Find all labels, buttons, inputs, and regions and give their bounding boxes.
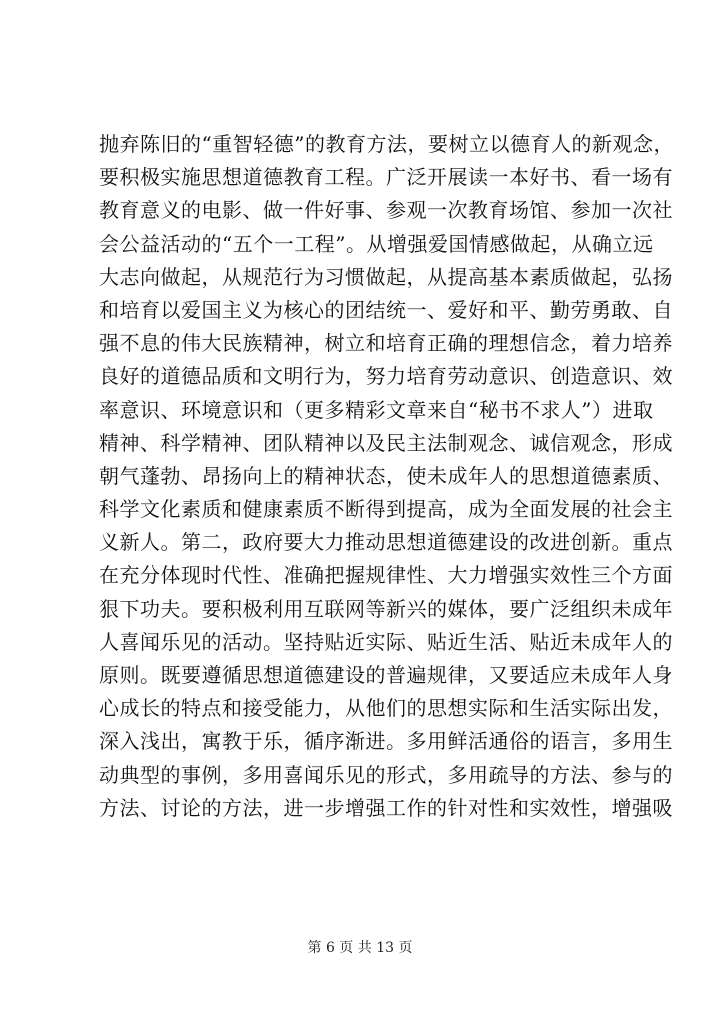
text-line: 抛弃陈旧的“重智轻德”的教育方法，要树立以德育人的新观念， [99,132,674,156]
text-line: 教育意义的电影、做一件好事、参观一次教育场馆、参加一次社 [99,198,673,223]
text-line: 要积极实施思想道德教育工程。广泛开展读一本好书、看一场有 [99,165,673,190]
text-line: 在充分体现时代性、准确把握规律性、大力增强实效性三个方面 [99,563,673,588]
page-number-footer: 第 6 页 共 13 页 [307,940,413,956]
text-line: 精神、科学精神、团队精神以及民主法制观念、诚信观念，形成 [99,430,673,455]
text-line: 人喜闻乐见的活动。坚持贴近实际、贴近生活、贴近未成年人的 [99,629,673,654]
text-line: 狠下功夫。要积极利用互联网等新兴的媒体，要广泛组织未成年 [99,596,673,621]
text-line: 率意识、环境意识和（更多精彩文章来自“秘书不求人”）进取 [99,397,654,422]
text-line: 会公益活动的“五个一工程”。从增强爱国情感做起，从确立远 [99,231,654,256]
body-paragraph [99,128,674,825]
text-line: 科学文化素质和健康素质不断得到提高，成为全面发展的社会主 [99,497,673,522]
text-line: 动典型的事例，多用喜闻乐见的形式，多用疏导的方法、参与的 [99,762,673,787]
text-line: 和培育以爱国主义为核心的团结统一、爱好和平、勤劳勇敢、自 [99,297,673,322]
text-line: 方法、讨论的方法，进一步增强工作的针对性和实效性，增强吸 [99,795,673,820]
text-line: 心成长的特点和接受能力，从他们的思想实际和生活实际出发， [99,696,673,721]
text-line: 原则。既要遵循思想道德建设的普遍规律，又要适应未成年人身 [99,663,673,687]
text-line: 大志向做起，从规范行为习惯做起，从提高基本素质做起，弘扬 [99,264,673,289]
text-line: 朝气蓬勃、昂扬向上的精神状态，使未成年人的思想道德素质、 [99,463,673,488]
text-line: 强不息的伟大民族精神，树立和培育正确的理想信念，着力培养 [99,331,673,356]
text-line: 深入浅出，寓教于乐，循序渐进。多用鲜活通俗的语言，多用生 [99,729,673,754]
text-line: 良好的道德品质和文明行为，努力培育劳动意识、创造意识、效 [99,364,673,389]
text-line: 义新人。第二，政府要大力推动思想道德建设的改进创新。重点 [99,530,673,555]
